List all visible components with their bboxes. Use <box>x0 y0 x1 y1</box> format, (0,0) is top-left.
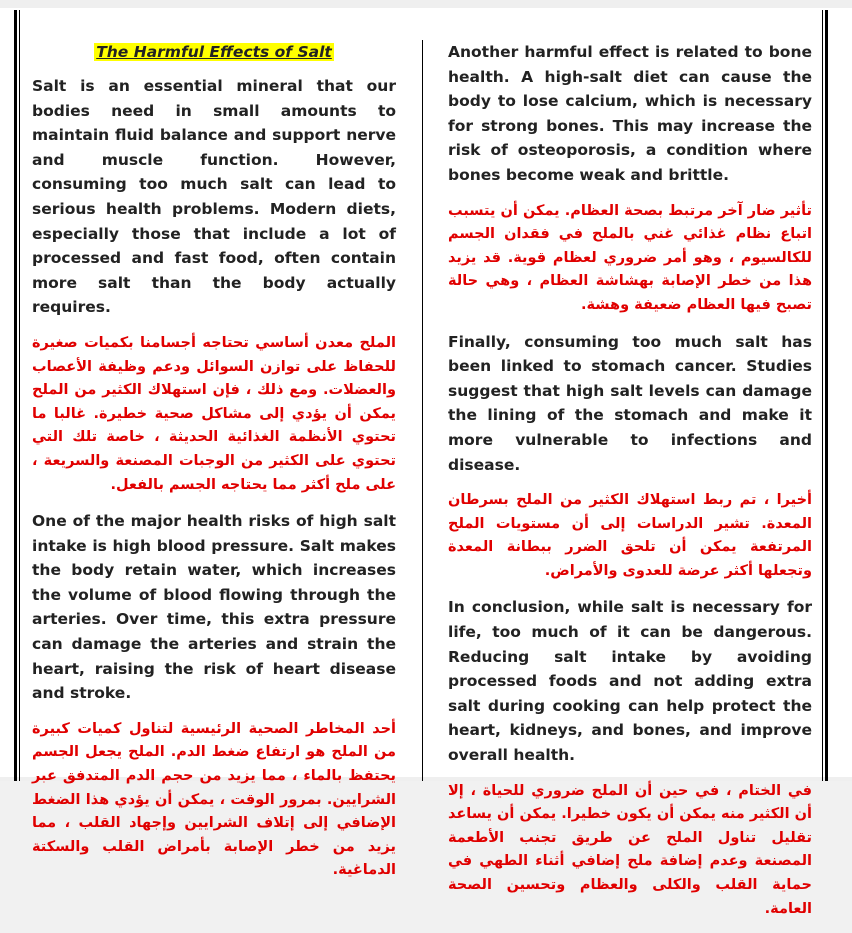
paragraph-intro-ar: الملح معدن أساسي تحتاجه أجسامنا بكميات صغيرة للحفاظ على توازن السوائل ودعم وظيفة الأعصاب والعضلات. ومع ذلك ، فإن استهلاك الكثير من الملح يمكن أن يؤدي إلى مشاكل صحية خطيرة. غالبا ما تحتوي الأنظمة الغذائية الحديثة ، خاصة تلك التي تحتوي على الكثير من الوجبات المصنعة والسريعة ، على ملح أكثر مما يحتاجه الجسم بالفعل. <box>32 334 396 493</box>
paragraph-blood-pressure-ar: أحد المخاطر الصحية الرئيسية لتناول كميات كبيرة من الملح هو ارتفاع ضغط الدم. الملح يجعل الجسم يحتفظ بالماء ، مما يزيد من حجم الدم المتدفق عبر الشرايين. بمرور الوقت ، يمكن أن يؤدي هذا الضغط الإضافي إلى إتلاف الشرايين وإجهاد القلب ، مما يزيد من خطر الإصابة بأمراض القلب والسكتة الدماغية. <box>32 720 396 879</box>
paragraph-conclusion-ar: في الختام ، في حين أن الملح ضروري للحياة ، إلا أن الكثير منه يمكن أن يكون خطيرا. يمكن أن يساعد تقليل تناول الملح عن طريق تجنب الأطعمة المصنعة وعدم إضافة ملح إضافي أثناء الطهي في حماية القلب والكلى والعظام وتحسين الصحة العامة. <box>448 782 812 917</box>
paragraph-conclusion-en: In conclusion, while salt is necessary for life, too much of it can be dangerous. Reducing salt intake by avoiding processed foods and not adding extra salt during cooking can help protect the heart, kidneys, and bones, and improve overall health. <box>448 598 812 765</box>
paragraph-blood-pressure-en: One of the major health risks of high salt intake is high blood pressure. Salt makes the body retain water, which increases the volume of blood flowing through the arteries. Over time, this extra pressure can damage the arteries and strain the heart, raising the risk of heart disease and stroke. <box>32 512 396 703</box>
page-top-gap <box>0 0 852 8</box>
left-border-thin <box>19 10 20 781</box>
paragraph-stomach-cancer-en: Finally, consuming too much salt has been linked to stomach cancer. Studies suggest that high salt levels can damage the lining of the stomach and make it more vulnerable to infections and disease. <box>448 332 812 474</box>
left-column <box>32 40 396 895</box>
right-border-thick <box>825 10 828 781</box>
document-title: The Harmful Effects of Salt <box>96 43 332 61</box>
paragraph-stomach-cancer-ar: أخيرا ، تم ربط استهلاك الكثير من الملح بسرطان المعدة. تشير الدراسات إلى أن مستويات الملح المرتفعة يمكن أن تلحق الضرر ببطانة المعدة وتجعلها أكثر عرضة للعدوى والأمراض. <box>448 492 812 579</box>
left-border-thick <box>14 10 17 781</box>
paragraph-bone-health-en: Another harmful effect is related to bone health. A high-salt diet can cause the body to lose calcium, which is necessary for strong bones. This may increase the risk of osteoporosis, a condition where bones become weak and brittle. <box>448 43 812 184</box>
right-border-thin <box>822 10 823 781</box>
right-column <box>448 40 812 933</box>
paragraph-bone-health-ar: تأثير ضار آخر مرتبط بصحة العظام. يمكن أن يتسبب اتباع نظام غذائي غني بالملح في فقدان الجسم للكالسيوم ، وهو أمر ضروري لعظام قوية. قد يزيد هذا من خطر الإصابة بهشاشة العظام ، وهي حالة تصبح فيها العظام ضعيفة وهشة. <box>448 202 812 313</box>
paragraph-intro-en: Salt is an essential mineral that our bodies need in small amounts to maintain fluid balance and support nerve and muscle function. However, consuming too much salt can lead to serious health problems. Modern diets, especially those that include a lot of processed and fast food, often contain more salt than the body actually requires. <box>32 77 396 317</box>
column-separator <box>422 40 423 781</box>
